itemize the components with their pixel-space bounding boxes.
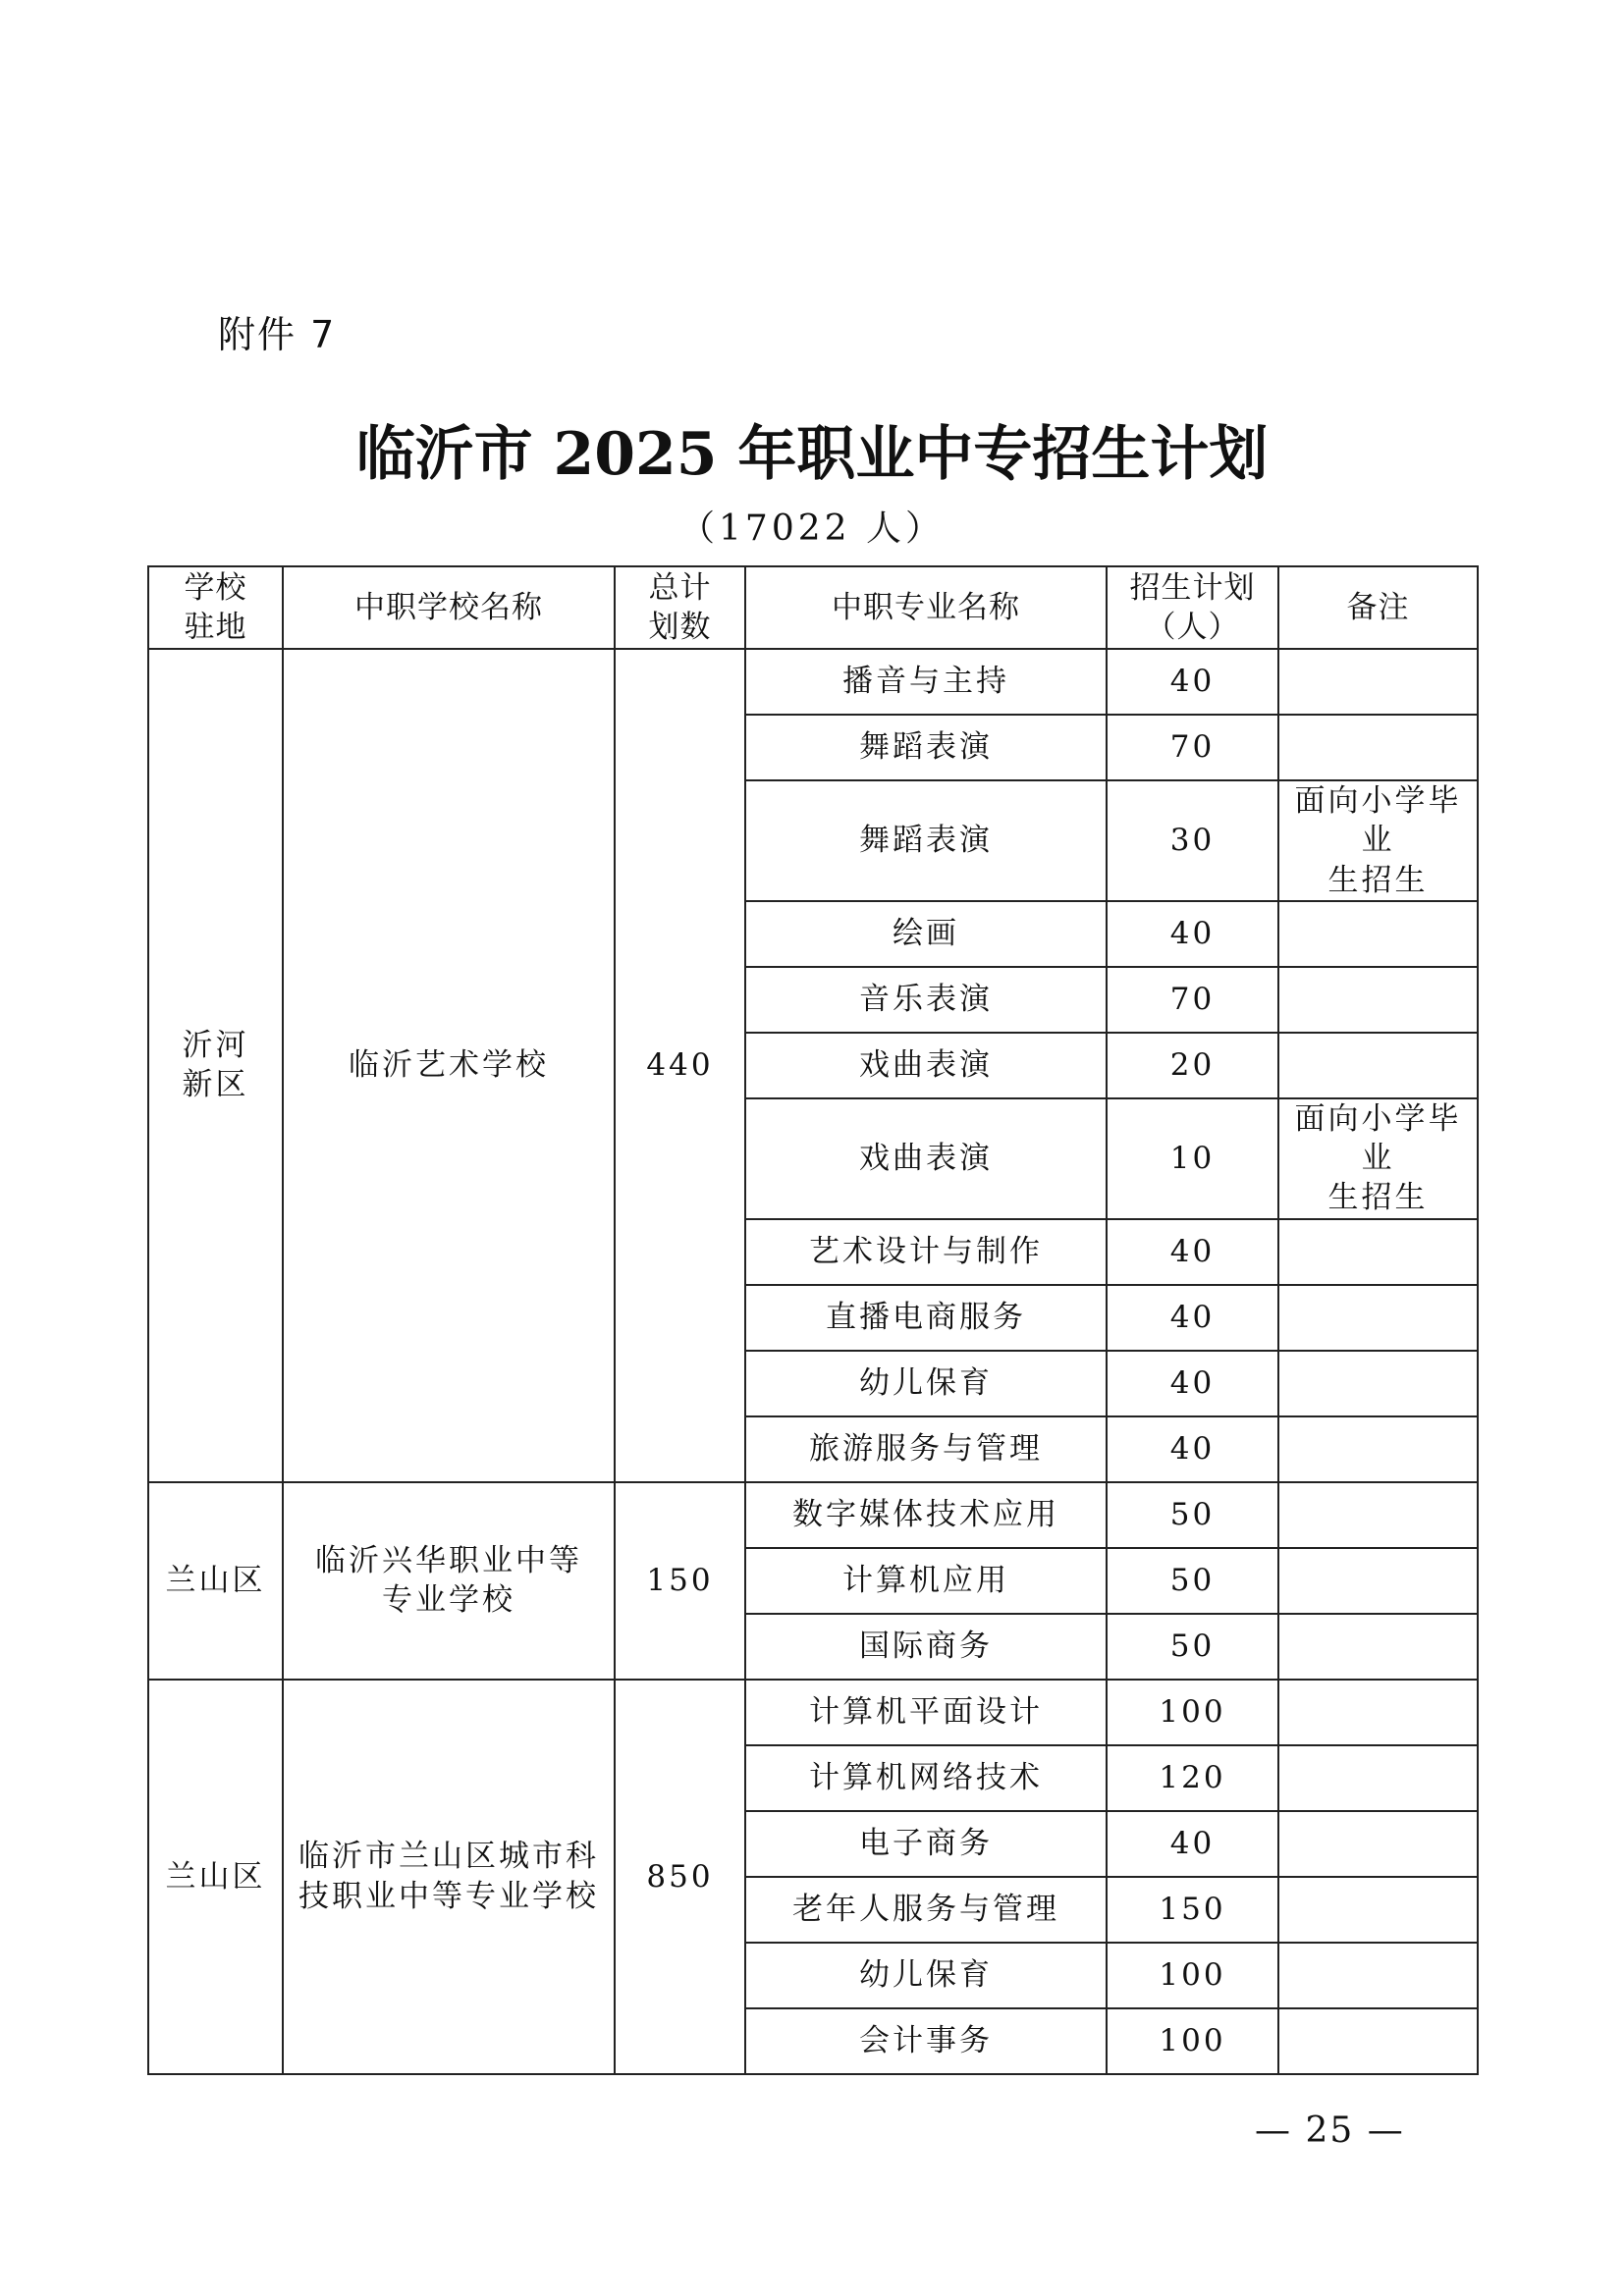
cell-note (1278, 1614, 1478, 1680)
cell-note (1278, 2008, 1478, 2074)
cell-note (1278, 1033, 1478, 1098)
enrollment-plan-table (147, 565, 1479, 2075)
table-body (148, 649, 1478, 2074)
cell-major: 国际商务 (745, 1614, 1107, 1680)
cell-school-name: 临沂兴华职业中等 专业学校 (283, 1482, 615, 1680)
cell-major: 数字媒体技术应用 (745, 1482, 1107, 1548)
cell-plan: 40 (1107, 1351, 1278, 1416)
header-plan: 招生计划 （人） (1107, 566, 1278, 649)
cell-major: 直播电商服务 (745, 1285, 1107, 1351)
cell-location: 兰山区 (148, 1482, 283, 1680)
cell-major: 老年人服务与管理 (745, 1877, 1107, 1943)
cell-major: 戏曲表演 (745, 1098, 1107, 1219)
header-note: 备注 (1278, 566, 1478, 649)
cell-plan: 70 (1107, 967, 1278, 1033)
cell-note (1278, 1416, 1478, 1482)
cell-location: 兰山区 (148, 1680, 283, 2074)
cell-plan: 40 (1107, 1811, 1278, 1877)
cell-major: 舞蹈表演 (745, 780, 1107, 901)
cell-major: 计算机网络技术 (745, 1745, 1107, 1811)
cell-note: 面向小学毕业 生招生 (1278, 780, 1478, 901)
table-row (148, 1482, 1478, 1548)
cell-note: 面向小学毕业 生招生 (1278, 1098, 1478, 1219)
cell-major: 艺术设计与制作 (745, 1219, 1107, 1285)
cell-major: 幼儿保育 (745, 1943, 1107, 2008)
cell-plan: 120 (1107, 1745, 1278, 1811)
cell-major: 幼儿保育 (745, 1351, 1107, 1416)
cell-plan: 40 (1107, 1416, 1278, 1482)
cell-plan: 40 (1107, 649, 1278, 715)
cell-plan: 40 (1107, 1219, 1278, 1285)
table-row (148, 1680, 1478, 1745)
cell-major: 计算机平面设计 (745, 1680, 1107, 1745)
cell-note (1278, 1877, 1478, 1943)
document-subtitle: （17022 人） (679, 508, 945, 549)
cell-note (1278, 1285, 1478, 1351)
table-header-row (148, 566, 1478, 649)
cell-note (1278, 1811, 1478, 1877)
cell-major: 电子商务 (745, 1811, 1107, 1877)
cell-note (1278, 1351, 1478, 1416)
cell-note (1278, 1219, 1478, 1285)
header-school: 中职学校名称 (283, 566, 615, 649)
cell-location: 沂河 新区 (148, 649, 283, 1482)
cell-plan: 100 (1107, 1680, 1278, 1745)
table-row (148, 649, 1478, 715)
cell-note (1278, 1680, 1478, 1745)
cell-major: 戏曲表演 (745, 1033, 1107, 1098)
cell-total: 850 (615, 1680, 745, 2074)
cell-plan: 100 (1107, 2008, 1278, 2074)
cell-note (1278, 901, 1478, 967)
cell-note (1278, 1548, 1478, 1614)
cell-plan: 40 (1107, 1285, 1278, 1351)
cell-note (1278, 1745, 1478, 1811)
cell-total: 440 (615, 649, 745, 1482)
cell-plan: 40 (1107, 901, 1278, 967)
header-major: 中职专业名称 (745, 566, 1107, 649)
cell-major: 会计事务 (745, 2008, 1107, 2074)
header-total: 总计 划数 (615, 566, 745, 649)
header-location: 学校 驻地 (148, 566, 283, 649)
cell-major: 音乐表演 (745, 967, 1107, 1033)
cell-major: 绘画 (745, 901, 1107, 967)
cell-plan: 30 (1107, 780, 1278, 901)
cell-major: 计算机应用 (745, 1548, 1107, 1614)
cell-plan: 50 (1107, 1482, 1278, 1548)
cell-major: 舞蹈表演 (745, 715, 1107, 780)
document-title: 临沂市 2025 年职业中专招生计划 (355, 420, 1269, 489)
cell-plan: 150 (1107, 1877, 1278, 1943)
attachment-label: 附件 7 (218, 313, 337, 356)
cell-plan: 70 (1107, 715, 1278, 780)
cell-note (1278, 649, 1478, 715)
cell-school-name: 临沂市兰山区城市科 技职业中等专业学校 (283, 1680, 615, 2074)
cell-total: 150 (615, 1482, 745, 1680)
cell-note (1278, 967, 1478, 1033)
cell-plan: 10 (1107, 1098, 1278, 1219)
cell-plan: 50 (1107, 1548, 1278, 1614)
cell-plan: 20 (1107, 1033, 1278, 1098)
cell-note (1278, 1482, 1478, 1548)
page-number: — 25 — (1255, 2110, 1405, 2151)
cell-plan: 100 (1107, 1943, 1278, 2008)
cell-major: 播音与主持 (745, 649, 1107, 715)
cell-note (1278, 715, 1478, 780)
cell-school-name: 临沂艺术学校 (283, 649, 615, 1482)
cell-major: 旅游服务与管理 (745, 1416, 1107, 1482)
cell-plan: 50 (1107, 1614, 1278, 1680)
cell-note (1278, 1943, 1478, 2008)
